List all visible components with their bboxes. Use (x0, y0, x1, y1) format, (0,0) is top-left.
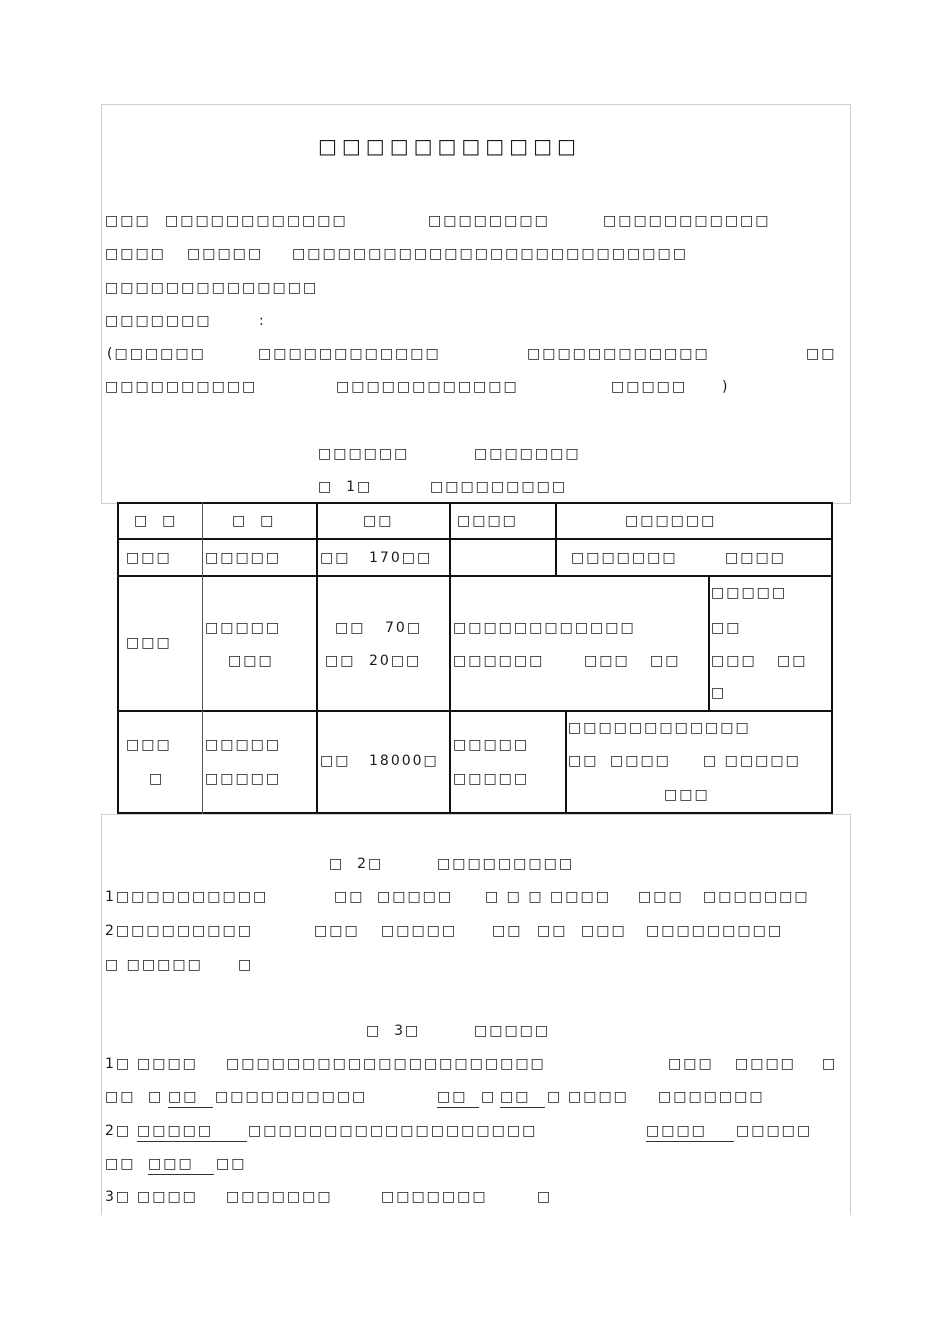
list-item: □□ (105, 1156, 136, 1172)
para-text: □□□ (105, 213, 151, 229)
table-cell: □□□□□□□ (571, 550, 678, 566)
table-rule (117, 575, 833, 577)
para-text: □□□□□□□□□□□□ (258, 346, 441, 362)
table-cell: 20□□ (369, 653, 422, 669)
blank-underline: □□ (168, 1088, 213, 1108)
list-item: □□ (216, 1156, 247, 1172)
list-item: □ □□□□□ (105, 957, 203, 973)
table-cell: □□□□□□□□□□□□ (568, 720, 751, 736)
table-cell: □□ (320, 753, 351, 769)
list-item: □ (481, 1089, 497, 1105)
list-item: □□□□□□□ (381, 1189, 488, 1205)
list-item: □□□□□ (736, 1123, 813, 1139)
table-cell: □□ (777, 653, 808, 669)
document-panel-upper (101, 104, 851, 504)
list-item: 1□□□□□□□□□□ (105, 889, 269, 905)
list-item: □□□□□□□□□□□□□□□□□□□□□ (226, 1056, 546, 1072)
blank-underline: □□□□□ (137, 1122, 247, 1142)
list-item: □□□□□□□ (703, 889, 810, 905)
list-item: □□□ (314, 923, 360, 939)
list-item: □□□□ (735, 1056, 796, 1072)
table-rule (565, 710, 567, 814)
table-cell: □□□□□ (711, 585, 788, 601)
list-item: □□□□□ (377, 889, 454, 905)
para-text: □□□□□□□□□□ (105, 379, 258, 395)
list-item: □□□□□□□□□□□□□□□□□□□ (248, 1123, 538, 1139)
list-item: □□□□□□□ (658, 1089, 765, 1105)
table-cell: 70□ (385, 620, 423, 636)
para-text: (□□□□□□ (107, 346, 206, 362)
table-rule (117, 538, 833, 540)
table-cell: □□□□□ (453, 771, 530, 787)
table-cell: □□ (320, 550, 351, 566)
list-item: □ (822, 1056, 838, 1072)
table-cell: □□□□□ (205, 550, 282, 566)
list-item: □ (148, 1089, 164, 1105)
table-cell: 170□□ (369, 550, 433, 566)
list-item: □ (537, 1189, 553, 1205)
list-item: □□□□ (137, 1056, 198, 1072)
list-item: □□□□□ (381, 923, 458, 939)
list-item: 2□ (105, 1123, 132, 1139)
list-item: □□ (334, 889, 365, 905)
table-cell: □ □□□□□ (703, 753, 801, 769)
document-title: □□□□□□□□□□□ (318, 134, 581, 158)
table-cell: □□□□□ (453, 737, 530, 753)
table-cell: □ (711, 685, 727, 701)
blank-underline: □□ (500, 1088, 545, 1108)
table-cell: □□□ (584, 653, 630, 669)
table-cell: □□□□ (725, 550, 786, 566)
blank-underline: □□ (437, 1088, 479, 1108)
table-cell: □□□ (711, 653, 757, 669)
table-cell: □□□ (126, 737, 172, 753)
para-text: □□□□□□□□□□□□□□ (105, 280, 319, 296)
list-item: □□□□ (137, 1189, 198, 1205)
table-cell: □□□□□ (205, 771, 282, 787)
list-item: □ □ □ □□□□ (485, 889, 611, 905)
section-heading: □□□□□□□ (474, 446, 581, 462)
table-cell: □□□ (126, 550, 172, 566)
list-item: □□ (105, 1089, 136, 1105)
para-text: □□ (806, 346, 837, 362)
table-rule (555, 502, 557, 576)
para-text: □□□□□□□ (105, 313, 212, 329)
list-item: 1□ (105, 1056, 132, 1072)
table-header-cell: □□□□ (457, 513, 518, 529)
para-text: □□□□ (105, 246, 166, 262)
table-rule (117, 502, 119, 814)
table-cell: □□□□□ (205, 737, 282, 753)
list-item: □□ (537, 923, 568, 939)
table-cell: □□□□□ (205, 620, 282, 636)
table-cell: □□□□□□□□□□□□ (453, 620, 636, 636)
table-cell: 18000□ (369, 753, 439, 769)
para-text: ) (722, 379, 730, 395)
section-label: □□□□□□□□□ (430, 479, 568, 495)
table-cell: □□□□ (610, 753, 671, 769)
list-item: □□□□□□□□□□ (215, 1089, 368, 1105)
table-cell: □□□□□□ (453, 653, 545, 669)
list-item: □□□ (668, 1056, 714, 1072)
para-text: □□□□□□□□ (428, 213, 550, 229)
table-header-cell: □□□□□□ (625, 513, 717, 529)
list-item: □□ (492, 923, 523, 939)
para-text: : (259, 313, 266, 329)
para-text: □□□□□□□□□□□□ (336, 379, 519, 395)
list-item: □□□ (581, 923, 627, 939)
para-text: □□□□□□□□□□□□ (527, 346, 710, 362)
table-cell: □□ (711, 620, 742, 636)
table-rule (117, 710, 833, 712)
para-text: □□□□□ (611, 379, 688, 395)
list-item: 3□ (105, 1189, 132, 1205)
section-heading: □□□□□□ (318, 446, 410, 462)
table-cell: □□□ (126, 635, 172, 651)
para-text: □□□□□ (187, 246, 264, 262)
list-item: 2□□□□□□□□□ (105, 923, 253, 939)
list-item: □□□ (638, 889, 684, 905)
table-rule (202, 502, 203, 814)
table-rule (831, 502, 833, 814)
list-item: □□□□ (568, 1089, 629, 1105)
table-cell: □ (149, 771, 165, 787)
table-cell: □□ (325, 653, 356, 669)
section-number: □ 2□ (329, 856, 384, 872)
list-item: □□□□□□□ (226, 1189, 333, 1205)
para-text: □□□□□□□□□□□ (603, 213, 771, 229)
table-rule (708, 576, 710, 712)
para-text: □□□□□□□□□□□□ (165, 213, 348, 229)
section-label: □□□□□ (474, 1023, 551, 1039)
table-cell: □□□ (228, 653, 274, 669)
data-table (117, 502, 833, 814)
table-rule (117, 502, 833, 504)
table-cell: □□ (568, 753, 599, 769)
section-number: □ 1□ (318, 479, 373, 495)
table-cell: □□ (335, 620, 366, 636)
section-number: □ 3□ (366, 1023, 421, 1039)
table-rule (449, 502, 451, 814)
table-header-cell: □ □ (134, 513, 178, 529)
table-cell: □□□ (664, 787, 710, 803)
para-text: □□□□□□□□□□□□□□□□□□□□□□□□□□ (292, 246, 688, 262)
blank-underline: □□□ (148, 1155, 214, 1175)
table-header-cell: □ □ (232, 513, 276, 529)
section-label: □□□□□□□□□ (437, 856, 575, 872)
table-rule (316, 502, 318, 814)
list-item: □ (238, 957, 254, 973)
table-cell: □□ (650, 653, 681, 669)
list-item: □ (547, 1089, 563, 1105)
blank-underline: □□□□ (646, 1122, 734, 1142)
list-item: □□□□□□□□□ (646, 923, 784, 939)
table-header-cell: □□ (363, 513, 394, 529)
